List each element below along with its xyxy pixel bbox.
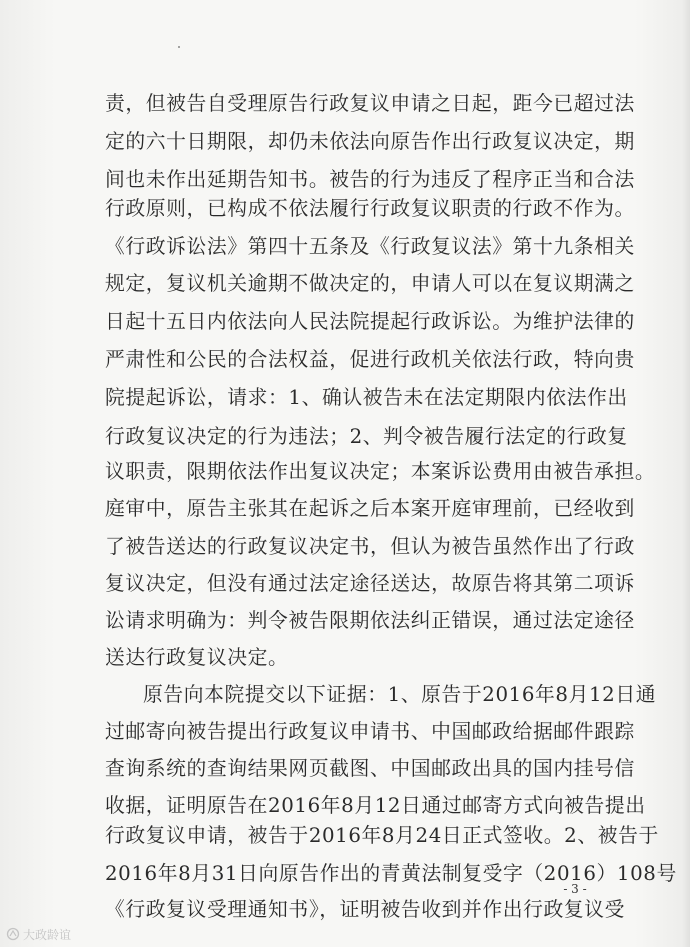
body-line: 原告向本院提交以下证据：1、原告于2016年8月12日通 — [143, 683, 657, 706]
body-line: 定的六十日期限，却仍未依法向原告作出行政复议决定，期 — [105, 130, 635, 153]
body-line: 查询系统的查询结果网页截图、中国邮政出具的国内挂号信 — [105, 757, 635, 780]
watermark — [6, 925, 71, 943]
body-line: 收据，证明原告在2016年8月12日通过邮寄方式向被告提出 — [105, 794, 646, 817]
body-line: 送达行政复议决定。 — [105, 646, 289, 669]
body-line: 庭审中，原告主张其在起诉之后本案开庭审理前，已经收到 — [105, 497, 635, 520]
body-line: 《行政诉讼法》第四十五条及《行政复议法》第十九条相关 — [105, 235, 635, 258]
watermark-logo-icon — [6, 927, 20, 941]
body-line: 2016年8月31日向原告作出的青黄法制复受字（2016）108号 — [105, 862, 677, 885]
page-number: - 3 - — [563, 882, 587, 896]
body-line: 讼请求明确为：判令被告限期依法纠正错误，通过法定途径 — [105, 609, 635, 632]
scan-edge-shadow — [682, 0, 690, 947]
body-line: 过邮寄向被告提出行政复议申请书、中国邮政给据邮件跟踪 — [105, 720, 635, 743]
watermark-text: 大政龄谊 — [23, 927, 72, 942]
body-line: 行政复议决定的行为违法；2、判令被告履行法定的行政复 — [105, 425, 628, 448]
body-line: 行政复议申请，被告于2016年8月24日正式签收。2、被告于 — [105, 824, 659, 847]
body-line: 严肃性和公民的合法权益，促进行政机关依法行政，特向贵 — [105, 348, 635, 371]
body-line: 行政原则，已构成不依法履行行政复议职责的行政不作为。 — [105, 197, 635, 220]
body-line: 《行政复议受理通知书》，证明被告收到并作出行政复议受 — [105, 898, 626, 921]
body-line: 议职责，限期依法作出复议决定；本案诉讼费用由被告承担。 — [105, 460, 656, 483]
body-line: 规定，复议机关逾期不做决定的，申请人可以在复议期满之 — [105, 272, 635, 295]
body-line: 复议决定，但没有通过法定途径送达，故原告将其第二项诉 — [105, 572, 635, 595]
body-line: 了被告送达的行政复议决定书，但认为被告虽然作出了行政 — [105, 535, 635, 558]
body-line: 间也未作出延期告知书。被告的行为违反了程序正当和合法 — [105, 168, 635, 191]
body-line: 责，但被告自受理原告行政复议申请之日起，距今已超过法 — [105, 92, 635, 115]
body-line: 院提起诉讼，请求：1、确认被告未在法定期限内依法作出 — [105, 386, 628, 409]
body-line: 日起十五日内依法向人民法院提起行政诉讼。为维护法律的 — [105, 310, 635, 333]
